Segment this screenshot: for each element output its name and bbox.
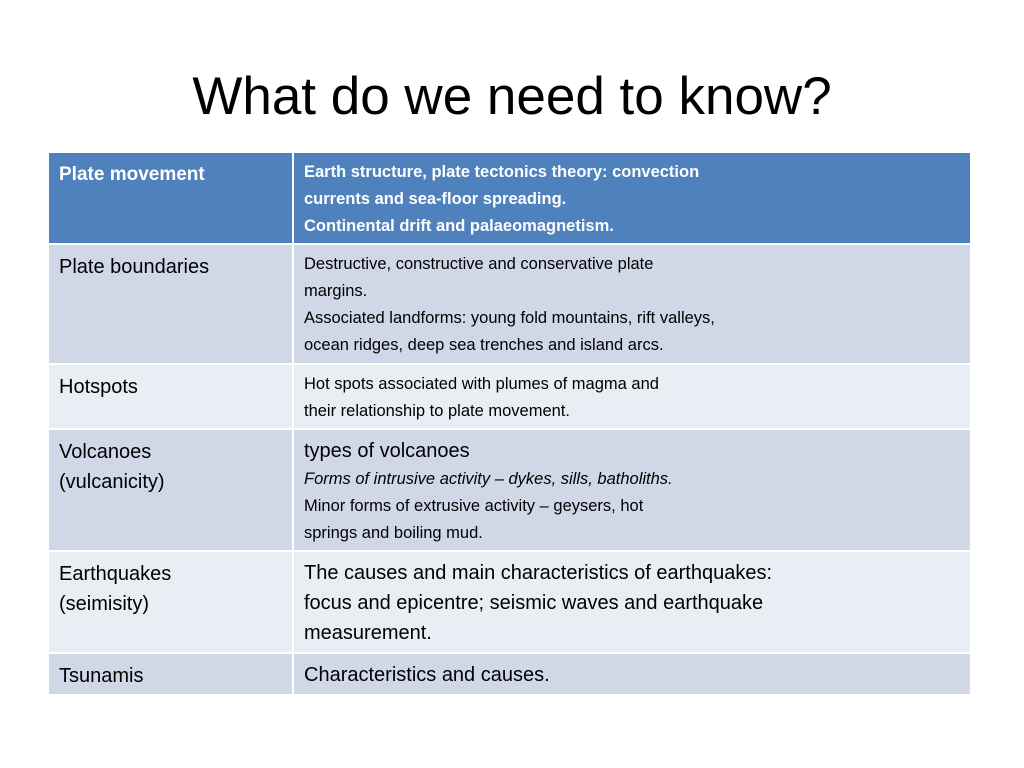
content-line: margins. xyxy=(304,282,368,300)
content-cell xyxy=(293,244,971,364)
topic-cell: Hotspots xyxy=(48,364,293,429)
table-row xyxy=(48,551,971,653)
content-line: currents and sea-floor spreading. xyxy=(304,190,567,208)
content-line: Associated landforms: young fold mountains, rift valleys, xyxy=(304,309,715,327)
content-line: Earth structure, plate tectonics theory: convection xyxy=(304,163,700,181)
content-line: Continental drift and palaeomagnetism. xyxy=(304,217,614,235)
topic-cell: Plate boundaries xyxy=(48,244,293,364)
table-row xyxy=(48,152,971,244)
content-cell xyxy=(293,551,971,653)
topic-cell: Plate movement xyxy=(48,152,293,244)
content-cell xyxy=(293,653,971,695)
topic-line: Volcanoes xyxy=(59,441,152,463)
topic-line: Earthquakes xyxy=(59,563,172,585)
slide-title: What do we need to know? xyxy=(192,67,832,126)
content-line: springs and boiling mud. xyxy=(304,524,483,542)
table-row xyxy=(48,364,971,429)
content-line: Minor forms of extrusive activity – geysers, hot xyxy=(304,497,644,515)
content-line: types of volcanoes xyxy=(304,440,470,462)
topic-cell: Tsunamis xyxy=(48,653,293,695)
content-cell xyxy=(293,364,971,429)
content-line: Forms of intrusive activity – dykes, sills, batholiths. xyxy=(304,470,673,488)
table-row xyxy=(48,244,971,364)
topic-cell xyxy=(48,551,293,653)
content-line: focus and epicentre; seismic waves and earthquake xyxy=(304,592,764,614)
content-line: The causes and main characteristics of earthquakes: xyxy=(304,562,773,584)
topic-cell xyxy=(48,429,293,551)
content-line: Characteristics and causes. xyxy=(304,664,550,686)
content-line: their relationship to plate movement. xyxy=(304,402,570,420)
content-cell xyxy=(293,152,971,244)
topic-line: (seimisity) xyxy=(59,593,149,615)
content-line: measurement. xyxy=(304,622,432,644)
content-line: ocean ridges, deep sea trenches and island arcs. xyxy=(304,336,664,354)
table-row xyxy=(48,653,971,695)
topic-line: (vulcanicity) xyxy=(59,471,165,493)
content-cell xyxy=(293,429,971,551)
topics-table xyxy=(47,151,972,696)
table-row xyxy=(48,429,971,551)
content-line: Hot spots associated with plumes of magma and xyxy=(304,375,659,393)
content-line: Destructive, constructive and conservative plate xyxy=(304,255,654,273)
